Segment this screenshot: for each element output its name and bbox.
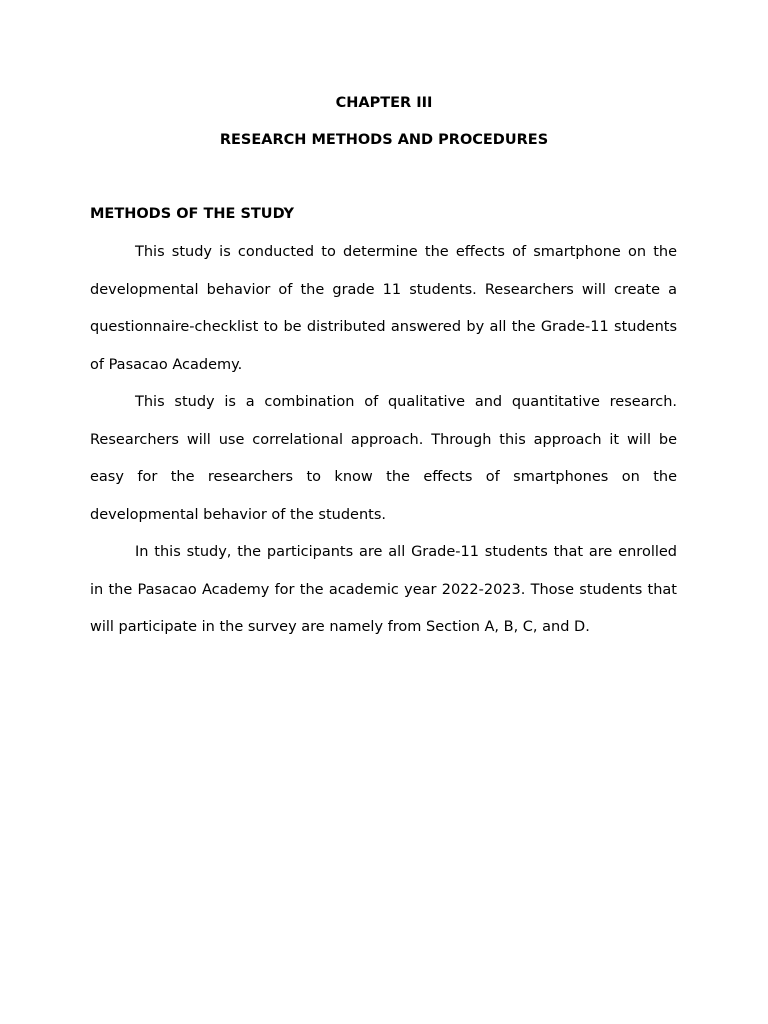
chapter-title: RESEARCH METHODS AND PROCEDURES [219, 132, 549, 148]
paragraph-1: This study is conducted to determine the effects of smartphone on the developmental behavior of the grade 11 students. Researchers will create a questionnaire-checklist to be distributed answered by all the Grade-11 students of Pasacao Academy. [90, 244, 677, 373]
chapter-label: CHAPTER III [335, 95, 433, 111]
paragraph-2: This study is a combination of qualitative and quantitative research. Researchers will use correlational approach. Through this approach it will be easy for the researchers to know the effects of smartphones on the developmental behavior of the students. [90, 394, 677, 523]
section-heading: METHODS OF THE STUDY [90, 206, 295, 222]
body-text [90, 234, 677, 647]
paragraph-3: In this study, the participants are all Grade-11 students that are enrolled in the Pasacao Academy for the academic year 2022-2023. Those students that will participate in the survey are namely from Section A, B, C, and D. [90, 544, 677, 635]
